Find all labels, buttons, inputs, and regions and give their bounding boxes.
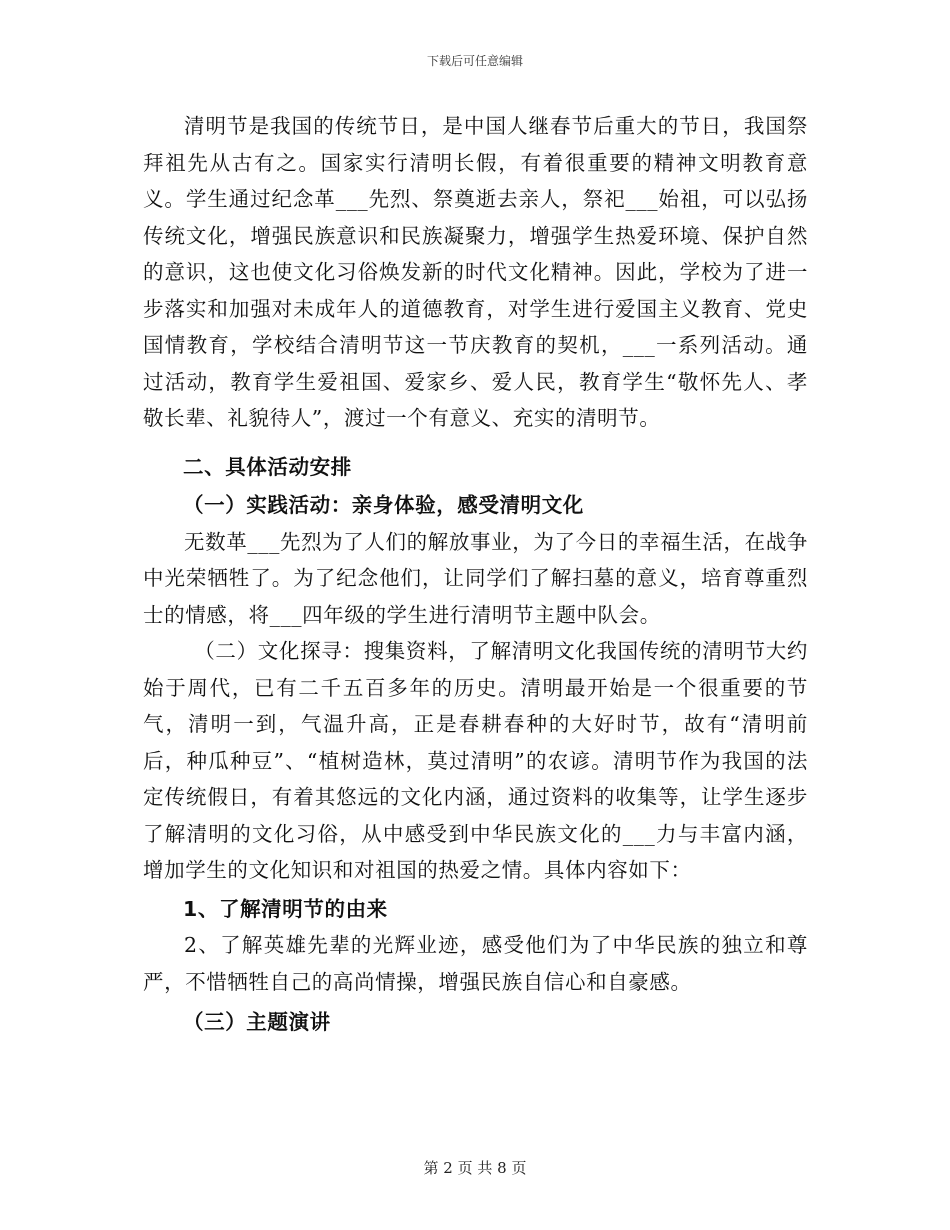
practice-paragraph: 无数革___先烈为了人们的解放事业，为了今日的幸福生活，在战争中光荣牺牲了。为了纪念他们，让同学们了解扫墓的意义，培育尊重烈士的情感，将___四年级的学生进行清明节主题中队会。 <box>143 529 808 627</box>
subsection-heading-practice: （一）实践活动：亲身体验，感受清明文化 <box>183 493 584 517</box>
list-item-origin-heading: 1、了解清明节的由来 <box>183 896 388 921</box>
list-item-heroes-paragraph: 2、了解英雄先辈的光辉业迹，感受他们为了中华民族的独立和尊严，不惜牺牲自己的高尚情操，增强民族自信心和自豪感。 <box>143 933 808 994</box>
culture-paragraph: （二）文化探寻：搜集资料，了解清明文化我国传统的清明节大约始于周代，已有二千五百多年的历史。清明最开始是一个很重要的节气，清明一到，气温升高，正是春耕春种的大好时节，故有“清明前后，种瓜种豆”、“植树造林，莫过清明”的农谚。清明节作为我国的法定传统假日，有着其悠远的文化内涵，通过资料的收集等，让学生逐步了解清明的文化习俗，从中感受到中华民族文化的___力与丰富内涵，增加学生的文化知识和对祖国的热爱之情。具体内容如下： <box>143 639 808 882</box>
page-number-footer: 第 2 页 共 8 页 <box>423 1159 527 1177</box>
subsection-heading-speech: （三）主题演讲 <box>183 1010 331 1034</box>
page-header-note: 下载后可任意编辑 <box>426 54 523 68</box>
intro-paragraph: 清明节是我国的传统节日，是中国人继春节后重大的节日，我国祭拜祖先从古有之。国家实行清明长假，有着很重要的精神文明教育意义。学生通过纪念革___先烈、祭奠逝去亲人，祭祀___始祖，可以弘扬传统文化，增强民族意识和民族凝聚力，增强学生热爱环境、保护自然的意识，这也使文化习俗焕发新的时代文化精神。因此，学校为了进一步落实和加强对未成年人的道德教育，对学生进行爱国主义教育、党史国情教育，学校结合清明节这一节庆教育的契机，___一系列活动。通过活动，教育学生爱祖国、爱家乡、爱人民，教育学生“敬怀先人、孝敬长辈、礼貌待人”，渡过一个有意义、充实的清明节。 <box>143 114 808 430</box>
document-body <box>143 108 808 1041</box>
section-heading-activities: 二、具体活动安排 <box>183 454 352 479</box>
